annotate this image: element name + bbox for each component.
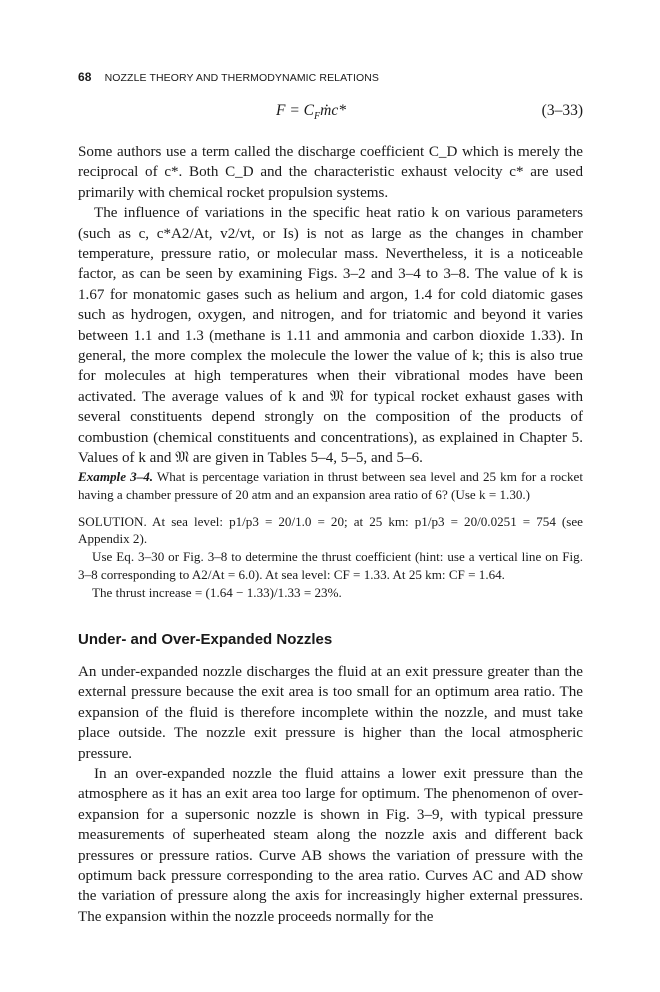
equation-3-33 xyxy=(78,102,583,122)
example-question: What is percentage variation in thrust between sea level and 25 km for a rocket having a chamber pressure of 20 atm and an expansion area ratio of 6? (Use k = 1.30.) xyxy=(78,469,583,502)
equation-number: (3–33) xyxy=(541,102,583,119)
running-title: NOZZLE THEORY AND THERMODYNAMIC RELATIONS xyxy=(104,72,380,84)
paragraph-discharge-coefficient: Some authors use a term called the discharge coefficient C_D which is merely the reciprocal of c*. Both C_D and the characteristic exhaust velocity c* are used primarily with chemical rocket propulsion systems. xyxy=(78,144,583,201)
equation-formula: $F = C_Fṁc*$ xyxy=(276,102,346,123)
example-solution-2: Use Eq. 3–30 or Fig. 3–8 to determine the thrust coefficient (hint: use a vertical line on Fig. 3–8 corresponding to A2/At = 6.0). At sea level: CF = 1.33. At 25 km: CF = 1.64. xyxy=(78,549,583,582)
page-number: 68 xyxy=(78,70,92,84)
section-heading: Under- and Over-Expanded Nozzles xyxy=(78,631,333,648)
example-3-4 xyxy=(78,468,583,602)
paragraph-over-expanded: In an over-expanded nozzle the fluid attains a lower exit pressure than the atmosphere as it has an exit area too large for optimum. The phenomenon of over-expansion for a supersonic nozzle is shown in Fig. 3–9, with typical pressure measurements of superheated steam along the nozzle axis and different back pressures or pressure ratios. Curve AB shows the variation of pressure with the optimum back pressure corresponding to the area ratio. Curves AC and AD show the variation of pressure along the axis for increasingly higher external pressures. The expansion within the nozzle proceeds normally for the xyxy=(78,766,583,925)
example-label: Example 3–4. xyxy=(78,469,154,484)
paragraph-under-expanded: An under-expanded nozzle discharges the fluid at an exit pressure greater than the external pressure because the exit area is too small for an optimum area ratio. The expansion of the fluid is therefore incomplete within the nozzle, and must take place outside. The nozzle exit pressure is higher than the local atmospheric pressure. xyxy=(78,664,583,762)
body-text-top xyxy=(78,142,583,469)
running-header xyxy=(78,70,588,84)
example-solution-1: SOLUTION. At sea level: p1/p3 = 20/1.0 = 20; at 25 km: p1/p3 = 20/0.0251 = 754 (see Appendix 2). xyxy=(78,513,583,547)
body-text-bottom xyxy=(78,662,583,927)
paragraph-specific-heat-ratio: The influence of variations in the specific heat ratio k on various parameters (such as c, c*A2/At, v2/vt, or Is) is not as large as the changes in chamber temperature, pressure ratio, or molecular mass. Nevertheless, it is a noticeable factor, as can be seen by examining Figs. 3–2 and 3–4 to 3–8. The value of k is 1.67 for monatomic gases such as helium and argon, 1.4 for cold diatomic gases such as hydrogen, oxygen, and nitrogen, and for triatomic and beyond it varies between 1.1 and 1.3 (methane is 1.11 and ammonia and carbon dioxide 1.33). In general, the more complex the molecule the lower the value of k; this is also true for molecules at high temperatures when their vibrational modes have been activated. The average values of k and 𝔐 for typical rocket exhaust gases with several constituents depend strongly on the composition of the products of combustion (chemical constituents and concentrations), as explained in Chapter 5. Values of k and 𝔐 are given in Tables 5–4, 5–5, and 5–6. xyxy=(78,205,583,467)
example-question-paragraph xyxy=(78,468,583,504)
example-solution-3: The thrust increase = (1.64 − 1.33)/1.33 = 23%. xyxy=(92,584,342,600)
